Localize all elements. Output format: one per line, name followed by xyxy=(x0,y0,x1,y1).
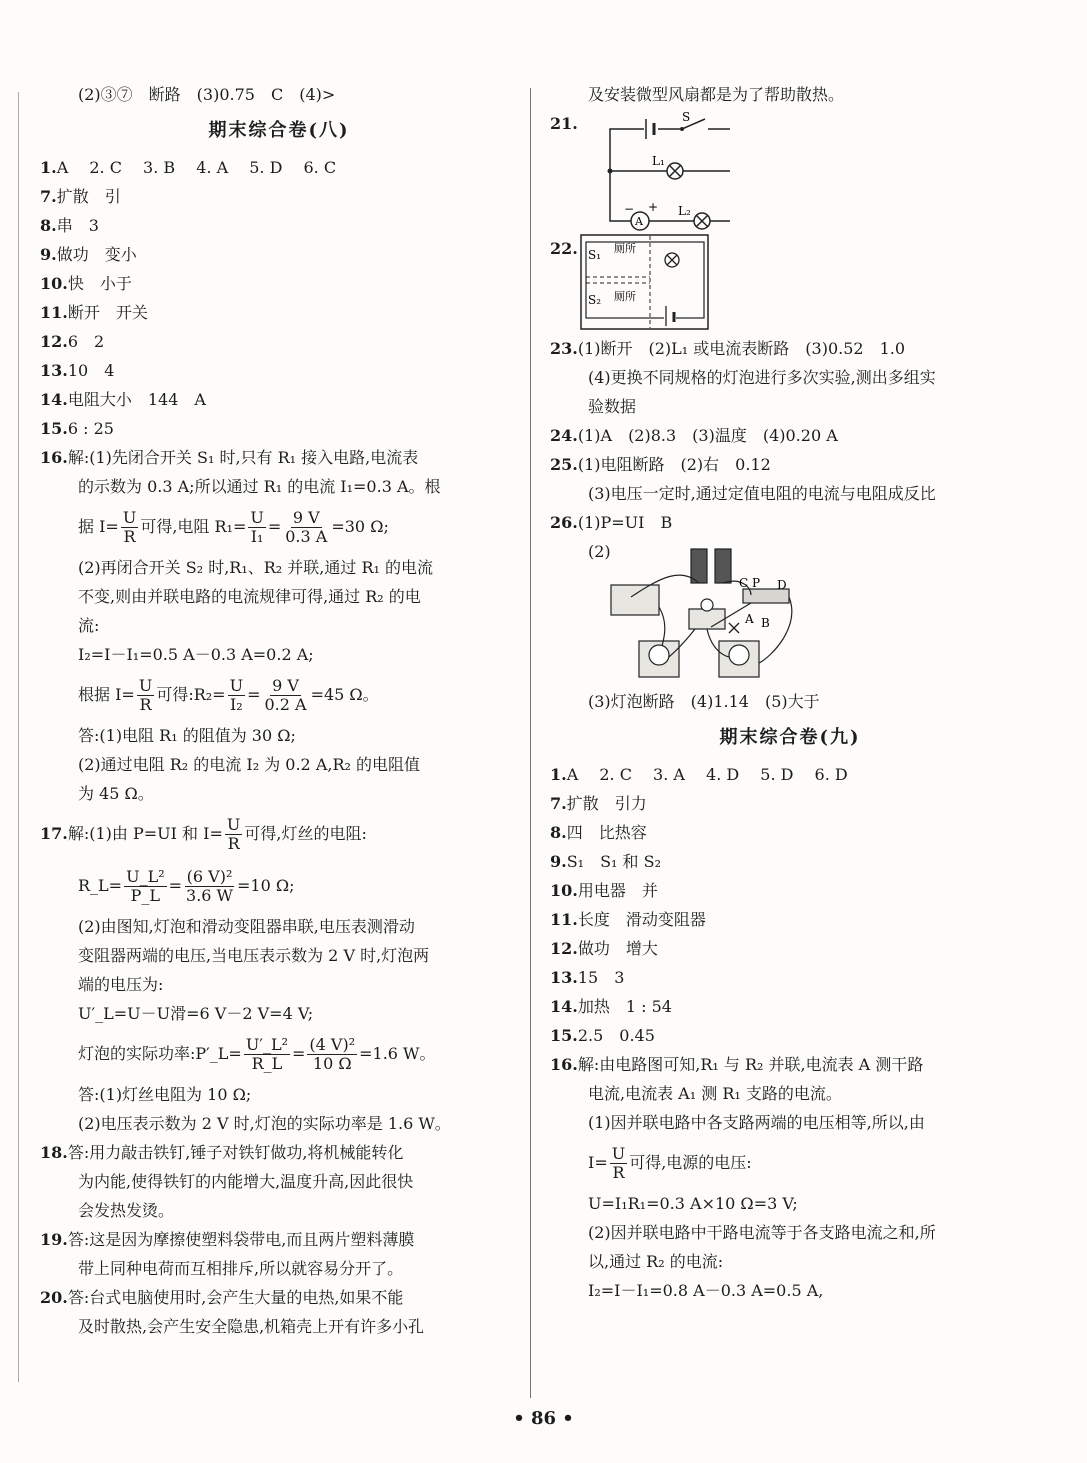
fraction: $\frac{9 V}{0.2 A}$ xyxy=(264,676,307,714)
question-17 xyxy=(40,808,518,1138)
item-number: 13. xyxy=(40,361,68,380)
item-number: 7. xyxy=(40,187,57,206)
mc-answers: 1.A 2. C 3. A 4. D 5. D 6. D xyxy=(550,765,848,784)
item-text: 6 : 25 xyxy=(67,419,114,438)
answer-item xyxy=(550,876,1030,905)
question-22: 22. S₁ 厕所 S₂ 厕所 xyxy=(550,234,1030,334)
svg-text:A: A xyxy=(635,215,643,228)
answer-item xyxy=(550,818,1030,847)
text-line: 为 45 Ω。 xyxy=(78,784,154,803)
item-text: 15 3 xyxy=(577,968,625,987)
svg-text:D: D xyxy=(776,578,787,592)
svg-text:厕所: 厕所 xyxy=(614,290,636,303)
svg-text:L₁: L₁ xyxy=(652,154,665,168)
item-text: 扩散 引 xyxy=(56,187,121,206)
item-text: 断开 开关 xyxy=(67,303,148,322)
text-line: 解:(1)先闭合开关 S₁ 时,只有 R₁ 接入电路,电流表 xyxy=(67,448,419,467)
item-text: 四 比热容 xyxy=(566,823,647,842)
answer-item xyxy=(550,934,1030,963)
question-16 xyxy=(40,443,518,808)
answer-item xyxy=(40,211,518,240)
item-number: 13. xyxy=(550,968,578,987)
item-number: 16. xyxy=(40,448,68,467)
item-text: 快 小于 xyxy=(67,274,132,293)
item-text: 加热 1 : 54 xyxy=(577,997,672,1016)
item-text: 做功 增大 xyxy=(577,939,658,958)
text-line: I₂=I－I₁=0.5 A－0.3 A=0.2 A; xyxy=(78,645,314,664)
item-text: 电阻大小 144 A xyxy=(67,390,206,409)
answer-item xyxy=(40,356,518,385)
fraction: $\frac{U}{R}$ xyxy=(611,1144,626,1182)
section-title: 期末综合卷(九) xyxy=(719,727,861,748)
question-18: 18.答:用力敲击铁钉,锤子对铁钉做功,将机械能转化 为内能,使得铁钉的内能增大,温度升高,因此很快 会发热发烫。 xyxy=(40,1143,414,1220)
text-line: (2)通过电阻 R₂ 的电流 I₂ 为 0.2 A,R₂ 的电阻值 xyxy=(78,755,421,774)
answer-item xyxy=(40,182,518,211)
item-text: 做功 变小 xyxy=(56,245,137,264)
text-line: 答:(1)灯丝电阻为 10 Ω; xyxy=(78,1085,252,1104)
item-text: 2.5 0.45 xyxy=(577,1026,655,1045)
answer-item xyxy=(40,298,518,327)
answer-item xyxy=(550,905,1030,934)
item-text: 长度 滑动变阻器 xyxy=(577,910,706,929)
text-line: 答:(1)电阻 R₁ 的阻值为 30 Ω; xyxy=(78,726,296,745)
svg-text:A: A xyxy=(744,612,754,626)
circuit-picture-26 xyxy=(601,537,801,687)
fraction: $\frac{U}{R}$ xyxy=(226,815,241,853)
equation: I= $\frac{U}{R}$ 可得,电源的电压: xyxy=(588,1144,752,1182)
text-line: 流: xyxy=(78,616,100,635)
item-number: 1. xyxy=(40,158,57,177)
item-number: 8. xyxy=(550,823,567,842)
item-text: A 2. C 3. B 4. A 5. D 6. C xyxy=(56,158,337,177)
fraction: $\frac{U}{\text{I₂}}$ xyxy=(229,676,244,714)
section-title: 期末综合卷(八) xyxy=(208,120,350,141)
text-line: 变阻器两端的电压,当电压表示数为 2 V 时,灯泡两 xyxy=(78,946,430,965)
answer-item xyxy=(550,789,1030,818)
text-line: 端的电压为: xyxy=(78,975,164,994)
svg-text:S₂: S₂ xyxy=(588,293,602,307)
left-column xyxy=(40,80,518,1341)
question-26: 26.(1)P=UI B (2) C P D A B (3)灯泡断路 (4)1.14 (5)大于 xyxy=(550,513,820,711)
fraction: $\frac{\text{U\_L²}}{P\_L}$ xyxy=(126,867,165,905)
item-text: 6 2 xyxy=(67,332,105,351)
item-number: 9. xyxy=(40,245,57,264)
item-number: 14. xyxy=(40,390,68,409)
text-line: 的示数为 0.3 A;所以通过 R₁ 的电流 I₁=0.3 A。根 xyxy=(78,477,441,496)
equation: 灯泡的实际功率:P′_L= $\frac{\text{U′\_L²}}{R\_L}$ = $\frac{\text{(4 V)²}}{10 \Omega}$ =1.6 W。 xyxy=(78,1035,436,1073)
item-text: 用电器 并 xyxy=(577,881,658,900)
mc-answers xyxy=(40,153,518,182)
answer-item xyxy=(550,963,1030,992)
answer-item xyxy=(40,414,518,443)
item-number: 10. xyxy=(40,274,68,293)
fraction: $\frac{U}{R}$ xyxy=(138,676,153,714)
text-line: 不变,则由并联电路的电流规律可得,通过 R₂ 的电 xyxy=(78,587,421,606)
item-number: 7. xyxy=(550,794,567,813)
fraction: $\frac{\text{U′\_L²}}{R\_L}$ xyxy=(245,1035,288,1073)
svg-text:S₁: S₁ xyxy=(588,248,602,262)
margin-rule xyxy=(18,92,19,1382)
answer-item xyxy=(40,240,518,269)
circuit-diagram-22 xyxy=(580,234,720,334)
svg-text:B: B xyxy=(760,616,770,630)
answer-item xyxy=(40,327,518,356)
item-number: 12. xyxy=(40,332,68,351)
fraction: $\frac{\text{(4 V)²}}{10 \Omega}$ xyxy=(309,1035,356,1073)
fraction: $\frac{9 V}{0.3 A}$ xyxy=(285,508,328,546)
equation: 据 I= $\frac{U}{R}$ 可得,电阻 R₁= $\frac{U}{\text{I₁}}$ = $\frac{9 V}{0.3 A}$ =30 Ω; xyxy=(78,508,389,546)
item-number: 14. xyxy=(550,997,578,1016)
circuit-diagram-21 xyxy=(580,109,730,234)
equation: 根据 I= $\frac{U}{R}$ 可得:R₂= $\frac{U}{\text{I₂}}$ = $\frac{9 V}{0.2 A}$ =45 Ω。 xyxy=(78,676,379,714)
fraction: $\frac{U}{R}$ xyxy=(122,508,137,546)
fraction: $\frac{\text{(6 V)²}}{3.6 W}$ xyxy=(186,867,233,905)
column-divider xyxy=(530,88,531,1398)
svg-text:−: − xyxy=(624,202,635,216)
svg-text:C P: C P xyxy=(738,576,760,590)
question-21: 21. S L₁ A − + L₂ xyxy=(550,109,1030,234)
text-line: (2)由图知,灯泡和滑动变阻器串联,电压表测滑动 xyxy=(78,917,415,936)
text-line: (2)电压表示数为 2 V 时,灯泡的实际功率是 1.6 W。 xyxy=(78,1114,451,1133)
svg-text:厕所: 厕所 xyxy=(614,242,636,255)
item-text: S₁ S₁ 和 S₂ xyxy=(566,852,662,871)
text-line: (2)再闭合开关 S₂ 时,R₁、R₂ 并联,通过 R₁ 的电流 xyxy=(78,558,434,577)
svg-text:L₂: L₂ xyxy=(678,204,691,218)
question-24: 24.(1)A (2)8.3 (3)温度 (4)0.20 A xyxy=(550,426,838,445)
item-number: 11. xyxy=(550,910,578,929)
item-number: 11. xyxy=(40,303,68,322)
svg-text:S: S xyxy=(682,110,691,124)
answer-item xyxy=(40,269,518,298)
item-number: 15. xyxy=(40,419,68,438)
item-text: 串 3 xyxy=(56,216,99,235)
answer-list xyxy=(550,789,1030,1050)
item-number: 12. xyxy=(550,939,578,958)
right-column xyxy=(550,80,1030,1305)
item-number: 9. xyxy=(550,852,567,871)
question-25: 25.(1)电阻断路 (2)右 0.12 (3)电压一定时,通过定值电阻的电流与电阻成反比 xyxy=(550,455,936,503)
answer-list xyxy=(40,182,518,443)
item-number: 10. xyxy=(550,881,578,900)
answer-item xyxy=(550,847,1030,876)
answer-line: (2)③⑦ 断路 (3)0.75 C (4)> xyxy=(78,85,336,104)
question-20: 20.答:台式电脑使用时,会产生大量的电热,如果不能 及时散热,会产生安全隐患,机箱壳上开有许多小孔 xyxy=(40,1288,425,1336)
item-text: 10 4 xyxy=(67,361,115,380)
item-number: 15. xyxy=(550,1026,578,1045)
question-19: 19.答:这是因为摩擦使塑料袋带电,而且两片塑料薄膜 带上同种电荷而互相排斥,所以就容易分开了。 xyxy=(40,1230,415,1278)
text-line: U′_L=U－U滑=6 V－2 V=4 V; xyxy=(78,1004,314,1023)
page-number: • 86 • xyxy=(513,1408,574,1429)
text-line: 及安装微型风扇都是为了帮助散热。 xyxy=(588,85,845,104)
fraction: $\frac{U}{\text{I₁}}$ xyxy=(250,508,264,546)
equation: R_L= $\frac{\text{U\_L²}}{P\_L}$ = $\frac{\text{(6 V)²}}{3.6 W}$ =10 Ω; xyxy=(78,867,295,905)
question-16-b: 16.解:由电路图可知,R₁ 与 R₂ 并联,电流表 A 测干路 电流,电流表 A₁ 测 R₁ 支路的电流。 (1)因并联电路中各支路两端的电压相等,所以,由 I= $\frac{U}{R}$ 可得,电源的电压: U=I₁R₁=0.3 A×10 Ω=3 V; (2)因并联电路中干路电流等于各支路电流之和,所 以,通过 R₂ 的电流: I₂=I－I₁=0.8 A－0.3 A=0.5 A, xyxy=(550,1050,1030,1305)
question-23: 23.(1)断开 (2)L₁ 或电流表断路 (3)0.52 1.0 (4)更换不同规格的灯泡进行多次实验,测出多组实 验数据 xyxy=(550,339,936,416)
item-text: 扩散 引力 xyxy=(566,794,647,813)
answer-item xyxy=(40,385,518,414)
equation: 17.解:(1)由 P=UI 和 I= $\frac{U}{R}$ 可得,灯丝的电阻: xyxy=(40,815,367,853)
answer-item xyxy=(550,992,1030,1021)
svg-text:+: + xyxy=(648,200,659,214)
item-number: 8. xyxy=(40,216,57,235)
answer-item xyxy=(550,1021,1030,1050)
